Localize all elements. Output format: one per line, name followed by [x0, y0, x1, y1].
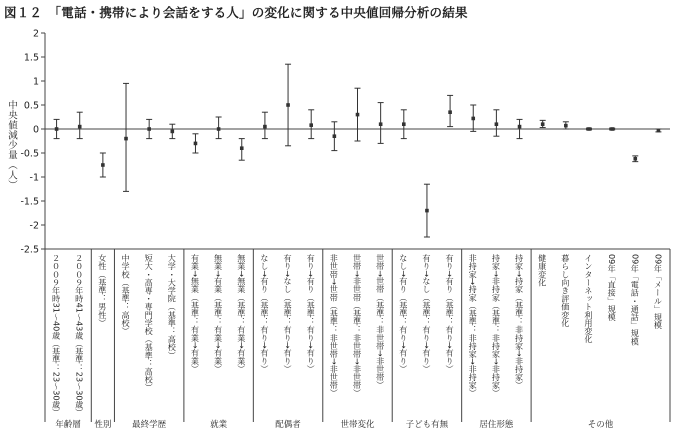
data-point	[471, 117, 475, 121]
category-label: 09年「メール」規模	[653, 254, 664, 330]
data-point	[541, 122, 545, 126]
data-point	[495, 122, 499, 126]
data-point	[402, 122, 406, 126]
y-tick-label: -2.5	[20, 244, 39, 256]
category-label: 有り→有り（基準：有り→有り）	[306, 254, 317, 373]
category-label: 世帯→世帯（基準：非世帯→非世帯）	[375, 254, 386, 390]
y-tick-label: 1.5	[23, 52, 39, 64]
group-label: 居住形態	[479, 420, 514, 430]
data-point	[657, 129, 661, 133]
category-label: ２００９年時41～43歳（基準：23～30歳）	[74, 254, 85, 417]
group-label: 世帯変化	[340, 420, 375, 430]
y-axis-label: 中央値減少量（人）	[6, 100, 17, 190]
data-marks	[54, 64, 662, 237]
category-label: 無業→有業（基準：有業→有業）	[213, 254, 224, 373]
data-point	[263, 125, 267, 129]
chart-title: 図１２ 「電話・携帯により会話をする人」の変化に関する中央値回帰分析の結果	[4, 5, 468, 20]
category-label: 健康変化	[537, 254, 548, 287]
group-label: その他	[587, 420, 614, 430]
data-point	[518, 125, 522, 129]
data-point	[101, 163, 105, 167]
data-point	[194, 142, 198, 146]
data-point	[448, 110, 452, 114]
group-label: 性別	[94, 420, 112, 430]
category-label: 短大・高専・専門学校（基準：高校）	[144, 254, 155, 392]
category-label: 有り→有り（基準：有り→有り）	[445, 254, 456, 373]
data-point	[240, 146, 244, 150]
category-label: 中学校（基準：高校）	[121, 254, 132, 335]
data-point	[333, 134, 337, 138]
data-point	[633, 157, 637, 161]
axes	[20, 29, 670, 256]
category-label: インターネット利用変化	[583, 254, 594, 344]
data-point	[217, 127, 221, 131]
data-point	[356, 113, 360, 117]
data-point	[286, 103, 290, 107]
category-label: 非世帯→世帯（基準：非世帯→非世帯）	[329, 254, 340, 398]
data-point	[587, 127, 591, 131]
category-label: ２００９年時31～40歳（基準：23～30歳）	[51, 254, 62, 417]
category-label: 大学・大学院（基準：高校）	[167, 254, 178, 360]
category-labels	[52, 253, 664, 417]
category-label: 有業→無業（基準：有業→有業）	[190, 254, 201, 373]
group-label: 就業	[210, 420, 228, 430]
group-label: 年齢層	[55, 420, 81, 430]
category-label: 09年「電話・通話」規模	[630, 254, 641, 346]
data-point	[379, 122, 383, 126]
category-label: 非持家→持家（基準：非持家→非持家）	[468, 254, 479, 398]
data-point	[147, 127, 151, 131]
category-label: なし→有り（基準：有り→有り）	[259, 254, 270, 373]
group-label: 配偶者	[275, 420, 301, 430]
data-point	[425, 209, 429, 213]
data-point	[78, 125, 82, 129]
group-label: 子ども有無	[405, 420, 449, 430]
y-tick-label: 1	[32, 76, 39, 88]
category-label: 暮らし向き評価変化	[560, 254, 571, 327]
y-tick-label: -0.5	[20, 148, 39, 160]
data-point	[610, 127, 614, 131]
category-label: 持家→非持家（基準：非持家→非持家）	[491, 254, 502, 398]
data-point	[171, 130, 175, 134]
category-label: 世帯→非世帯（基準：非世帯→非世帯）	[352, 254, 363, 398]
category-label: 女性（基準：男性）	[97, 254, 108, 327]
y-tick-label: 2	[32, 28, 39, 40]
y-tick-label: -1.5	[20, 196, 39, 208]
category-label: 無業→無業（基準：有業→有業）	[236, 254, 247, 373]
y-tick-label: -1	[29, 172, 39, 184]
y-tick-label: 0	[32, 124, 39, 136]
group-label: 最終学歴	[132, 420, 167, 430]
category-label: 有り→なし（基準：有り→有り）	[283, 254, 294, 373]
data-point	[55, 127, 59, 131]
category-label: なし→有り（基準：有り→有り）	[398, 254, 409, 373]
category-label: 09年「直接」規模	[607, 254, 618, 321]
y-tick-label: 0.5	[23, 100, 39, 112]
data-point	[564, 124, 568, 128]
data-point	[124, 137, 128, 141]
data-point	[309, 123, 313, 127]
category-label: 有り→なし（基準：有り→有り）	[421, 254, 432, 373]
category-label: 持家→持家（基準：非持家→非持家）	[514, 254, 525, 390]
y-tick-label: -2	[29, 220, 39, 232]
